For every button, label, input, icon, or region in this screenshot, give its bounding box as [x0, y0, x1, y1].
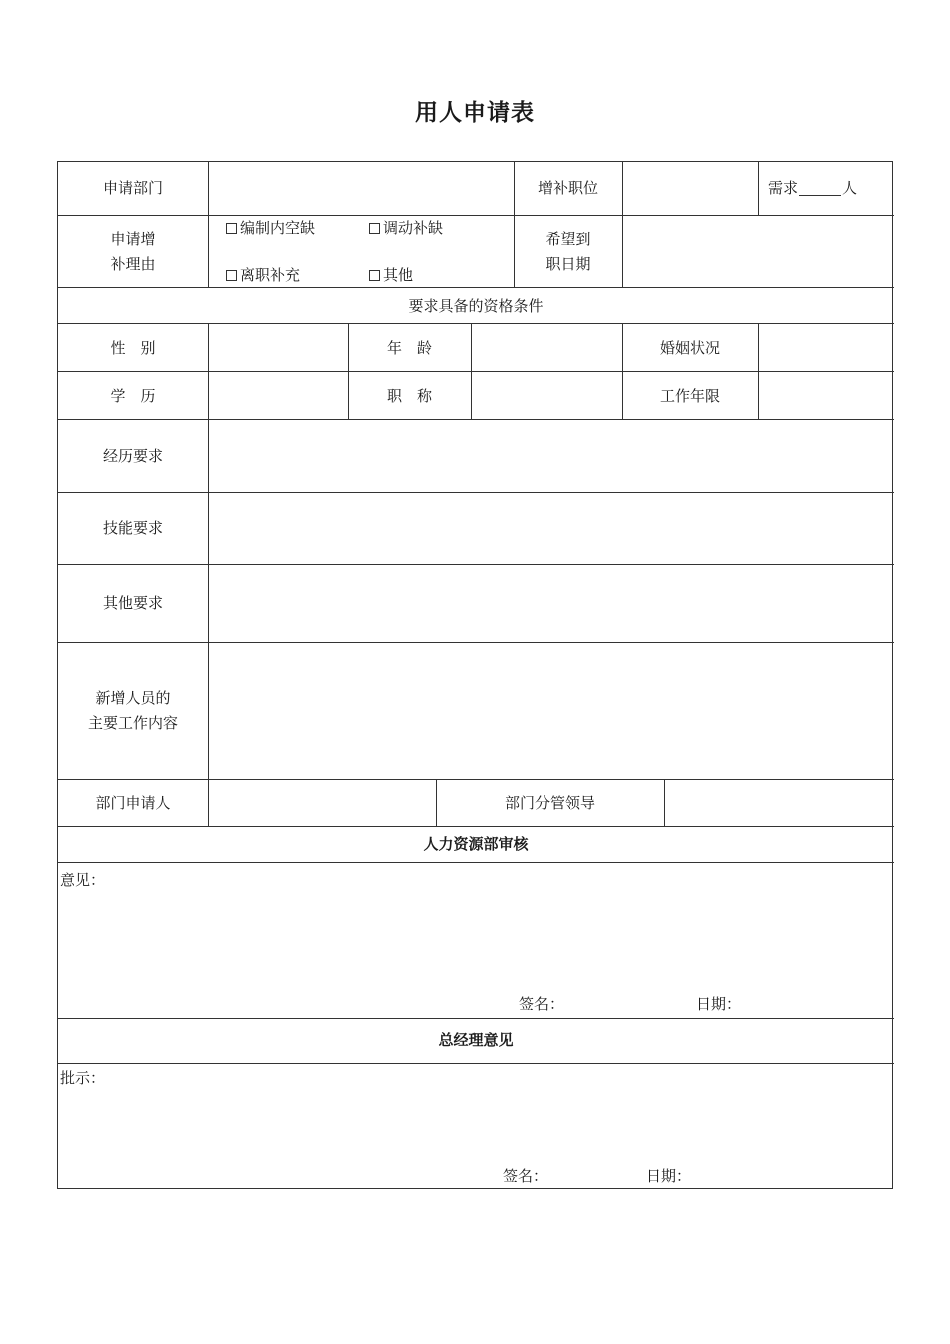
option-label: 调动补缺: [383, 219, 444, 237]
gm-sign-label: 签名：: [503, 1167, 549, 1185]
reason-label-line2: 补理由: [110, 255, 156, 273]
leader-label: 部门分管领导: [504, 794, 595, 812]
skills-label: 技能要求: [102, 519, 163, 537]
gm-date-label: 日期：: [646, 1167, 692, 1185]
work-years-input[interactable]: [759, 372, 894, 419]
hr-review-header: 人力资源部审核: [423, 835, 529, 853]
position-label: 增补职位: [537, 179, 598, 197]
education-label: 学 历: [110, 387, 156, 405]
work-content-label-line1: 新增人员的: [95, 689, 171, 707]
gm-instruction-label: 批示：: [60, 1069, 106, 1087]
gm-instruction-input[interactable]: [58, 1090, 894, 1160]
option-label: 其他: [383, 266, 414, 284]
other-input[interactable]: [209, 565, 894, 642]
job-title-input[interactable]: [472, 372, 622, 419]
gender-label: 性 别: [110, 339, 156, 357]
education-input[interactable]: [209, 372, 348, 419]
demand-field: [768, 176, 857, 201]
option-label: 编制内空缺: [240, 219, 316, 237]
option-budgeted-vacancy[interactable]: [226, 216, 315, 241]
position-input[interactable]: [623, 162, 758, 215]
skills-input[interactable]: [209, 493, 894, 564]
option-label: 离职补充: [240, 266, 301, 284]
start-date-input[interactable]: [623, 216, 894, 287]
gender-input[interactable]: [209, 324, 348, 371]
dept-input[interactable]: [209, 162, 514, 215]
age-label: 年 龄: [386, 339, 432, 357]
work-content-input[interactable]: [209, 643, 894, 779]
work-content-label-line2: 主要工作内容: [87, 714, 178, 732]
gm-opinion-header: 总经理意见: [438, 1031, 514, 1049]
applicant-label: 部门申请人: [95, 794, 171, 812]
job-title-label: 职 称: [386, 387, 432, 405]
demand-suffix: 人: [842, 179, 858, 197]
start-date-label-line2: 职日期: [545, 255, 591, 273]
checkbox-icon: [369, 270, 380, 281]
demand-count-input[interactable]: [799, 179, 841, 196]
dept-label: 申请部门: [102, 179, 163, 197]
experience-label: 经历要求: [102, 447, 163, 465]
experience-input[interactable]: [209, 420, 894, 492]
demand-prefix: 需求: [768, 179, 799, 197]
leader-input[interactable]: [665, 780, 894, 826]
checkbox-icon: [226, 223, 237, 234]
reason-label-line1: 申请增: [110, 230, 156, 248]
option-resignation[interactable]: [226, 263, 300, 288]
option-other[interactable]: [369, 263, 413, 288]
other-label: 其他要求: [102, 594, 163, 612]
work-years-label: 工作年限: [659, 387, 720, 405]
hr-opinion-label: 意见：: [60, 871, 106, 889]
age-input[interactable]: [472, 324, 622, 371]
start-date-label-line1: 希望到: [545, 230, 591, 248]
hr-date-label: 日期：: [696, 995, 742, 1013]
marital-input[interactable]: [759, 324, 894, 371]
checkbox-icon: [226, 270, 237, 281]
checkbox-icon: [369, 223, 380, 234]
qualifications-header: 要求具备的资格条件: [408, 297, 544, 315]
page-title: 用人申请表: [415, 100, 535, 126]
hr-opinion-input[interactable]: [58, 892, 894, 987]
option-transfer[interactable]: [369, 216, 443, 241]
marital-label: 婚姻状况: [659, 339, 720, 357]
application-form: [57, 161, 893, 1189]
applicant-input[interactable]: [209, 780, 436, 826]
hr-sign-label: 签名：: [519, 995, 565, 1013]
